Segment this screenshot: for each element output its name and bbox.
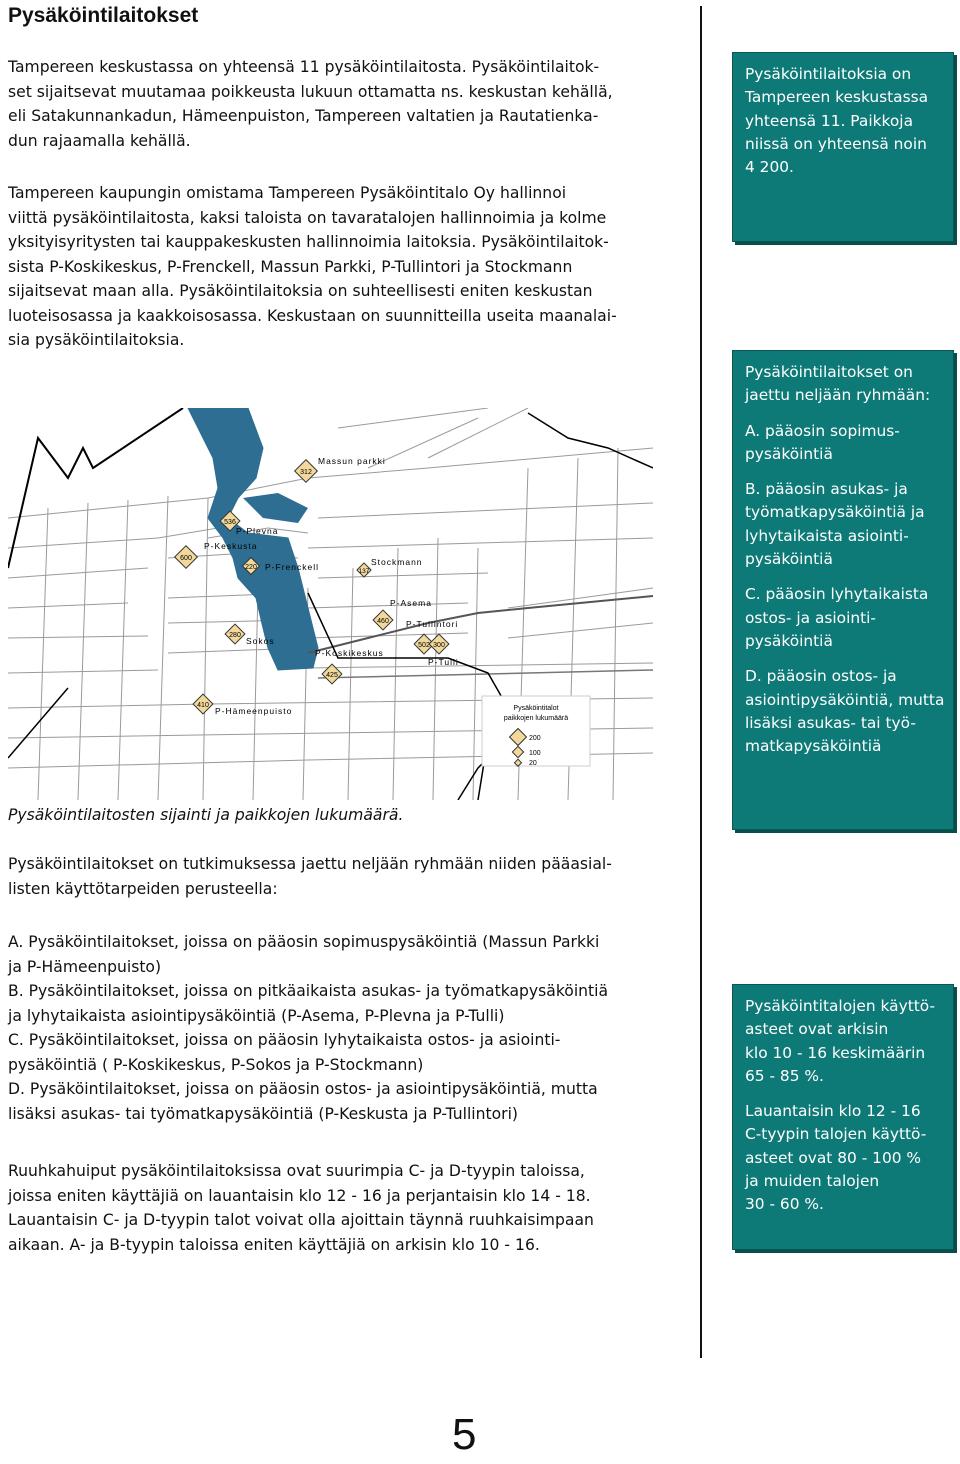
sidebar-line: A. pääosin sopimus- [745,421,900,440]
ownership-line: yksityisyritysten tai kauppakeskusten hallinnoimia laitoksia. Pysäköintilaitok- [8,233,609,251]
legend-value: 20 [529,760,537,767]
group-line: ja P-Hämeenpuisto) [8,957,162,976]
facility-label: P-Koskikeskus [315,648,384,658]
group-line: lisäksi asukas- tai työmatkapysäköintiä (P-Keskusta ja P-Tullintori) [8,1104,519,1123]
group-line: ja lyhytaikaista asiointipysäköintiä (P-Asema, P-Plevna ja P-Tulli) [8,1006,505,1025]
groups-intro-paragraph [8,852,658,901]
sidebar-line: Pysäköintilaitokset on [745,363,913,381]
sidebar-line: 30 - 60 %. [745,1195,824,1214]
sidebar-line: C-tyypin talojen käyttö- [745,1125,927,1144]
facility-count: 312 [300,469,312,476]
sidebar-line: Pysäköintilaitoksia on [745,65,912,83]
facility-label: P-Plevna [236,526,279,536]
facility-count: 425 [326,672,338,679]
ownership-line: sijaitsevat maan alla. Pysäköintilaitoksia on suhteellisesti eniten keskustan [8,282,593,300]
rush-line: aikaan. A- ja B-tyypin taloissa eniten käyttäjiä on arkisin klo 10 - 16. [8,1235,540,1254]
legend-value: 200 [529,735,541,742]
parking-map [8,408,653,800]
facility-count: 600 [180,555,192,562]
rush-line: joissa eniten käyttäjiä on lauantaisin klo 12 - 16 ja perjantaisin klo 14 - 18. [8,1186,591,1205]
group-line: D. Pysäköintilaitokset, joissa on pääosin ostos- ja asiointipysäköintiä, mutta [8,1080,598,1098]
sidebar-line: niissä on yhteensä noin [745,134,927,153]
page-number: 5 [452,1410,477,1459]
sidebar-line: 65 - 85 %. [745,1066,824,1085]
facility-label: P-Frenckell [265,562,319,572]
sidebar-line: Lauantaisin klo 12 - 16 [745,1102,921,1121]
group-line: pysäköintiä ( P-Koskikeskus, P-Sokos ja P-Stockmann) [8,1055,424,1074]
legend-title: Pysäköintitalot [513,705,559,712]
facility-count: 502 [418,642,430,649]
sidebar-line: asteet ovat arkisin [745,1020,889,1039]
sidebar-line: asteet ovat 80 - 100 % [745,1148,922,1167]
group-line: B. Pysäköintilaitokset, joissa on pitkäaikaista asukas- ja työmatkapysäköintiä [8,982,609,1000]
sidebar-line: jaettu neljään ryhmään: [745,386,931,405]
sidebar-line: klo 10 - 16 keskimäärin [745,1043,926,1062]
intro-line: set sijaitsevat muutamaa poikkeusta lukuun ottamatta ns. keskustan kehällä, [8,82,613,101]
facility-label: Sokos [246,636,275,646]
sidebar-line: ostos- ja asiointi- [745,608,876,627]
legend-value: 100 [529,750,541,757]
sidebar-line: pysäköintiä [745,444,833,463]
ownership-line: luoteisosassa ja kaakkoisosassa. Keskustaan on suunnitteilla useita maanalai- [8,306,617,325]
sidebar-line: D. pääosin ostos- ja [745,667,897,686]
facility-count: 460 [377,618,389,625]
groups-intro-line: Pysäköintilaitokset on tutkimuksessa jaettu neljään ryhmään niiden pääasial- [8,855,612,873]
facility-label: P-Asema [390,598,432,608]
map-figure [8,408,653,800]
sidebar-box-summary [732,52,954,242]
facility-count: 280 [229,632,241,639]
map-legend [482,696,590,767]
intro-paragraph [8,55,658,153]
groups-list [8,930,658,1126]
sidebar-line: ja muiden talojen [745,1172,880,1191]
sidebar-line: Tampereen keskustassa [745,88,929,107]
facility-count: 410 [197,702,209,709]
group-line: C. Pysäköintilaitokset, joissa on pääosin lyhytaikaista ostos- ja asiointi- [8,1031,561,1049]
ownership-line: Tampereen kaupungin omistama Tampereen Pysäköintitalo Oy hallinnoi [8,184,567,202]
sidebar-line: työmatkapysäköintiä ja [745,503,925,522]
rush-line: Lauantaisin C- ja D-tyypin talot voivat olla ajoittain täynnä ruuhkaisimpaan [8,1211,594,1229]
sidebar-line: lisäksi asukas- tai työ- [745,713,916,732]
group-line: A. Pysäköintilaitokset, joissa on pääosin sopimuspysäköintiä (Massun Parkki [8,933,600,951]
sidebar-line: C. pääosin lyhytaikaista [745,585,929,604]
facility-label: Massun parkki [318,456,386,466]
sidebar-line: lyhytaikaista asiointi- [745,526,909,545]
ownership-paragraph [8,181,658,353]
sidebar-line: B. pääosin asukas- ja [745,480,908,499]
facility-label: Stockmann [371,557,423,567]
facility-label: P-Tulli [428,657,459,667]
rush-line: Ruuhkahuiput pysäköintilaitoksissa ovat suurimpia C- ja D-tyypin taloissa, [8,1162,585,1180]
sidebar-line: pysäköintiä [745,550,833,569]
groups-intro-line: listen käyttötarpeiden perusteella: [8,879,278,898]
sidebar-line: 4 200. [745,158,794,177]
ownership-line: viittä pysäköintilaitosta, kaksi taloista on tavaratalojen hallinnoimia ja kolme [8,208,607,227]
facility-label: P-Hämeenpuisto [215,706,293,716]
sidebar-line: matkapysäköintiä [745,737,882,756]
ownership-line: sista P-Koskikeskus, P-Frenckell, Massun Parkki, P-Tullintori ja Stockmann [8,257,573,276]
sidebar-box-usage [732,984,954,1250]
ownership-line: sia pysäköintilaitoksia. [8,331,185,349]
sidebar-line: yhteensä 11. Paikkoja [745,111,913,130]
facility-label: P-Keskusta [204,541,258,551]
legend-title: paikkojen lukumäärä [503,715,569,722]
sidebar-line: pysäköintiä [745,631,833,650]
facility-count: 536 [224,519,236,526]
facility-label: P-Tullintori [406,619,459,629]
facility-count: 220 [245,564,257,571]
map-caption: Pysäköintilaitosten sijainti ja paikkojen lukumäärä. [8,806,404,824]
intro-line: dun rajaamalla kehällä. [8,131,191,150]
facility-count: 300 [433,642,445,649]
sidebar-box-groups [732,350,954,830]
page-title: Pysäköintilaitokset [8,4,199,27]
rush-paragraph [8,1159,658,1257]
intro-line: eli Satakunnankadun, Hämeenpuiston, Tampereen valtatien ja Rautatienka- [8,107,599,125]
facility-count: 137 [358,568,370,575]
column-divider [700,6,702,1358]
sidebar-line: Pysäköintitalojen käyttö- [745,997,936,1015]
intro-line: Tampereen keskustassa on yhteensä 11 pysäköintilaitosta. Pysäköintilaitok- [8,58,600,76]
sidebar-line: asiointipysäköintiä, mutta [745,690,945,709]
